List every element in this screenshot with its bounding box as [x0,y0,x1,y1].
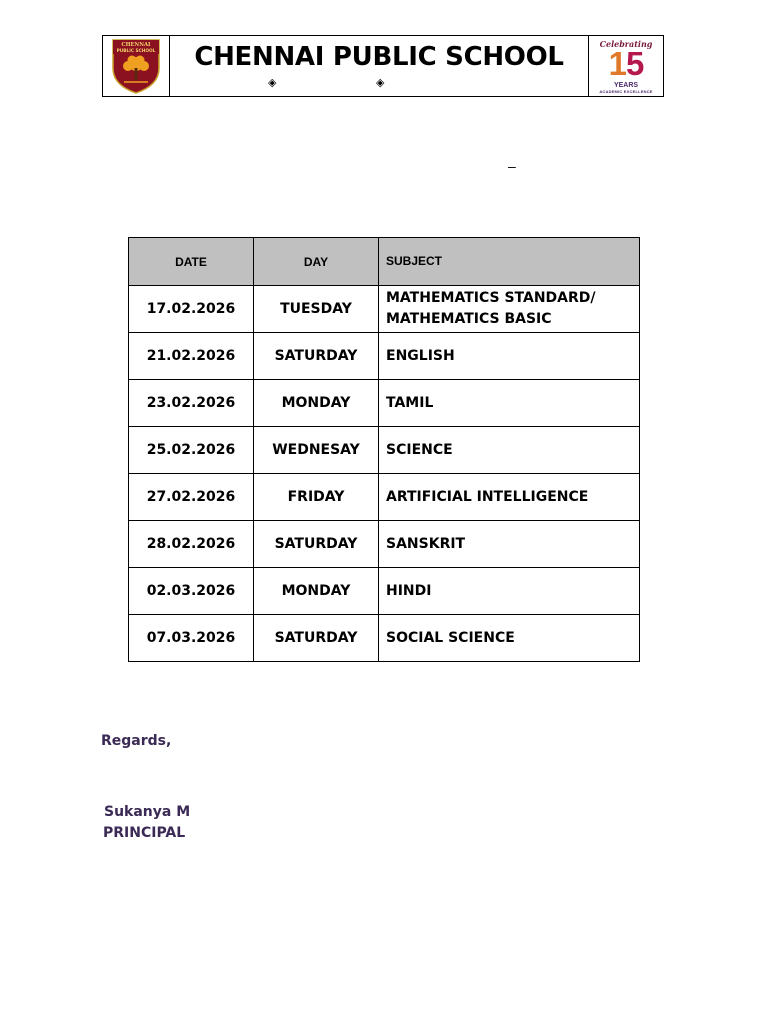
cell-day: MONDAY [254,568,379,615]
cell-day: SATURDAY [254,333,379,380]
cell-date: 25.02.2026 [129,427,254,474]
table-row [129,427,640,474]
table-row [129,521,640,568]
diamond-ornament-icon: ◈ [268,77,277,89]
badge-celebrating: Celebrating [599,39,653,49]
cell-day: FRIDAY [254,474,379,521]
table-row [129,568,640,615]
subject-line-1: MATHEMATICS STANDARD/ [386,290,596,306]
subject-line-2: MATHEMATICS BASIC [386,311,552,327]
table-row [129,615,640,662]
table-row [129,286,640,333]
cell-subject: HINDI [379,568,640,615]
crest-text-top: CHENNAI [121,42,151,48]
cell-date: 21.02.2026 [129,333,254,380]
diamond-ornament-icon: ◈ [376,77,385,89]
cell-subject: SOCIAL SCIENCE [379,615,640,662]
cell-day: TUESDAY [254,286,379,333]
table-header-row [129,238,640,286]
signatory-name: Sukanya M [104,804,191,820]
cell-subject: ENGLISH [379,333,640,380]
cell-date: 02.03.2026 [129,568,254,615]
cell-subject: TAMIL [379,380,640,427]
cell-subject [379,286,640,333]
cell-date: 27.02.2026 [129,474,254,521]
cell-day: SATURDAY [254,521,379,568]
badge-number [589,46,663,82]
badge-digit-five: 5 [626,45,644,82]
exam-timetable [128,237,640,662]
crest-text-bottom: PUBLIC SCHOOL [116,49,156,54]
cell-date: 28.02.2026 [129,521,254,568]
cell-day: MONDAY [254,380,379,427]
badge-digit-one: 1 [608,45,626,82]
table-row [129,333,640,380]
school-crest-icon [110,38,162,94]
dash-mark: – [508,158,516,174]
cell-day: SATURDAY [254,615,379,662]
school-title-cell [170,36,588,96]
table-row [129,380,640,427]
cell-subject: ARTIFICIAL INTELLIGENCE [379,474,640,521]
school-name: CHENNAI PUBLIC SCHOOL [194,42,564,72]
cell-subject: SANSKRIT [379,521,640,568]
badge-years: YEARS [613,82,639,89]
table-row [129,474,640,521]
header-subject: SUBJECT [379,238,640,286]
badge-tagline: ACADEMIC EXCELLENCE [599,89,653,94]
cell-date: 17.02.2026 [129,286,254,333]
cell-day: WEDNESAY [254,427,379,474]
header-date: DATE [129,238,254,286]
cell-date: 23.02.2026 [129,380,254,427]
cell-date: 07.03.2026 [129,615,254,662]
header-day: DAY [254,238,379,286]
logo-cell [103,36,170,96]
anniversary-badge [588,36,663,96]
school-header [102,35,664,97]
signatory-title: PRINCIPAL [103,825,186,841]
regards-text: Regards, [101,733,172,749]
cell-subject: SCIENCE [379,427,640,474]
